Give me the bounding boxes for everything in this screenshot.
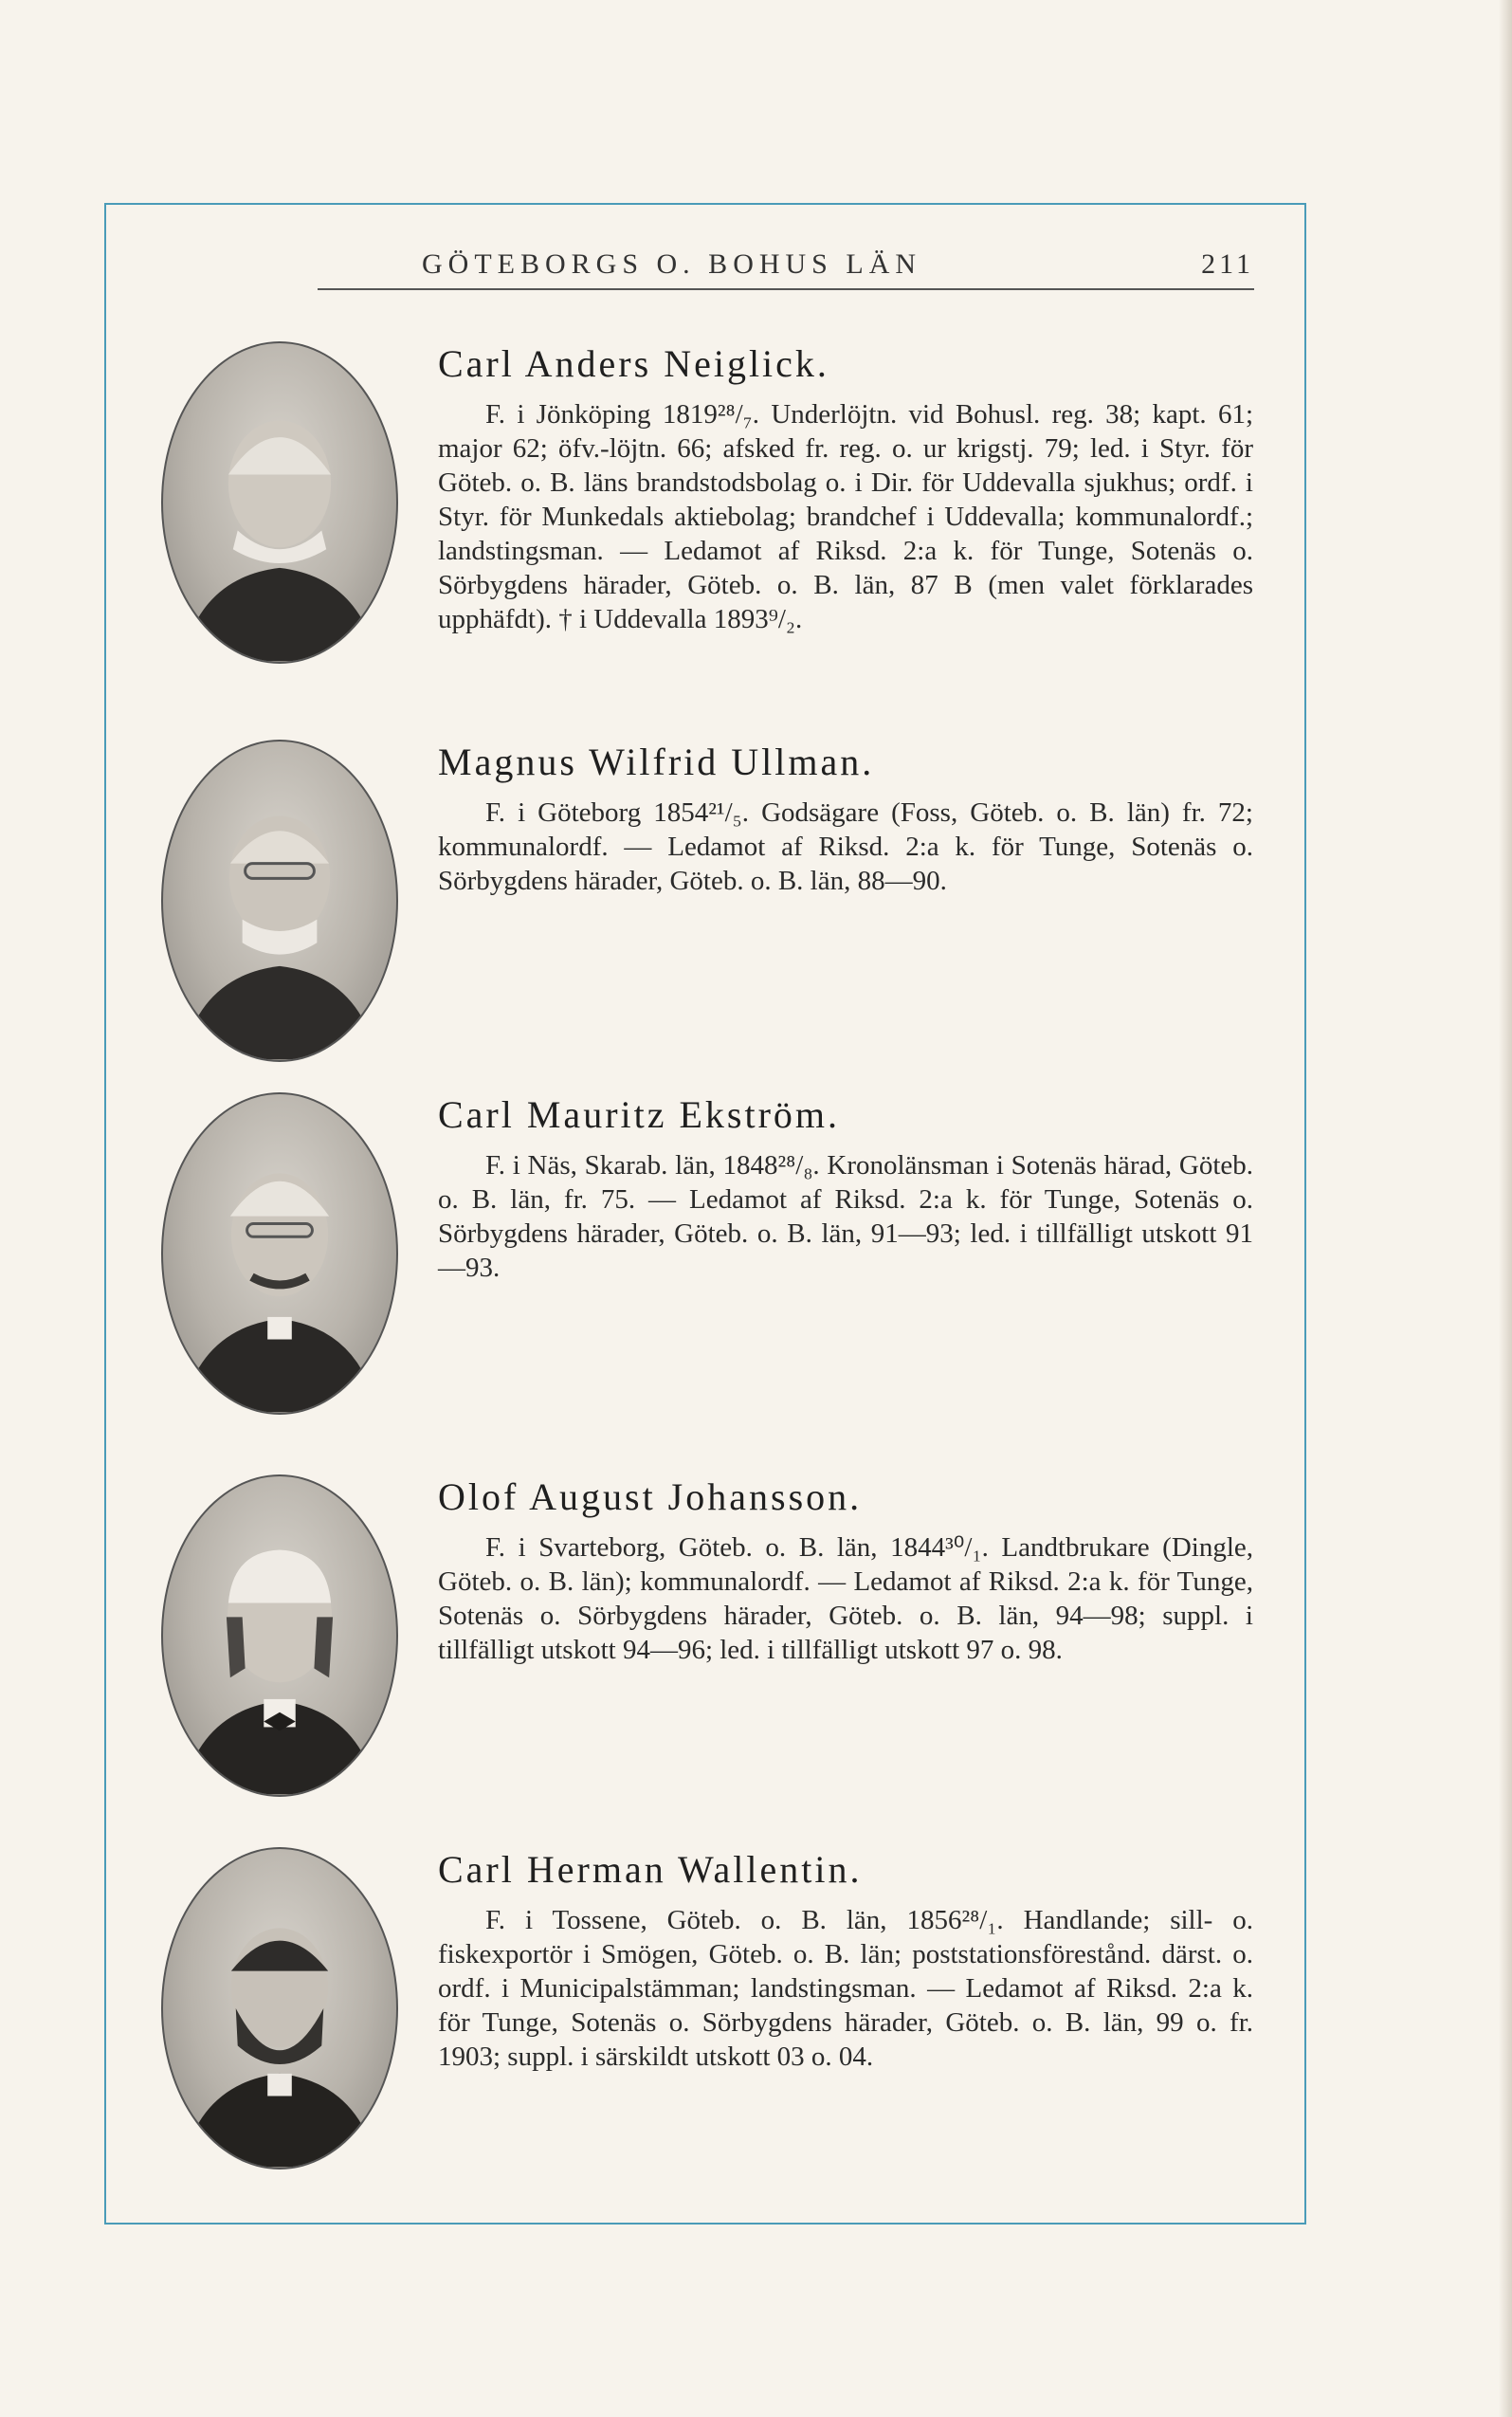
portrait-photo bbox=[161, 1092, 398, 1415]
running-header bbox=[318, 248, 1254, 290]
person-name: Magnus Wilfrid Ullman. bbox=[438, 741, 875, 783]
person-name: Olof August Johansson. bbox=[438, 1475, 863, 1518]
biography-text-block bbox=[438, 341, 1253, 636]
portrait-photo bbox=[161, 740, 398, 1062]
biography-text-block bbox=[438, 740, 1253, 898]
portrait-photo bbox=[161, 1474, 398, 1797]
biography-text: F. i Jönköping 1819²⁸/₇. Underlöjtn. vid Bohusl. reg. 38; kapt. 61; major 62; öfv.-löjtn. 66; afsked fr. reg. o. ur krigstj. 79; led. i Styr. för Göteb. o. B. läns brandstodsbolag o. i Dir. för Uddevalla sjukhus; ordf. i Styr. för Munkedals aktiebolag; brandchef i Uddevalla; kommunalordf.; landstingsman. — Ledamot af Riksd. 2:a k. för Tunge, Sotenäs o. Sörbygdens härader, Göteb. o. B. län, 87 B (men valet förklarades upphäfdt). † i Uddevalla 1893⁹/₂. bbox=[438, 399, 1253, 634]
page-edge-shadow bbox=[1499, 0, 1512, 2417]
biography-text-block bbox=[438, 1474, 1253, 1667]
biography-text: F. i Näs, Skarab. län, 1848²⁸/₈. Kronolänsman i Sotenäs härad, Göteb. o. B. län, fr. 75. — Ledamot af Riksd. 2:a k. för Tunge, Sotenäs o. Sörbygdens härader, Göteb. o. B. län, 91—93; led. i tillfälligt utskott 91—93. bbox=[438, 1150, 1253, 1283]
biography-text: F. i Tossene, Göteb. o. B. län, 1856²⁸/₁. Handlande; sill- o. fiskexportör i Smögen, Göteb. o. B. län; poststationsförestånd. därst. o. ordf. i Municipalstämman; landstingsman. — Ledamot af Riksd. 2:a k. för Tunge, Sotenäs o. Sörbygdens härader, Göteb. o. B. län, 99 o. fr. 1903; suppl. i särskildt utskott 03 o. 04. bbox=[438, 1905, 1253, 2072]
person-name: Carl Mauritz Ekström. bbox=[438, 1093, 841, 1136]
portrait-photo bbox=[161, 341, 398, 664]
person-name: Carl Anders Neiglick. bbox=[438, 342, 829, 385]
biography-text: F. i Göteborg 1854²¹/₅. Godsägare (Foss, Göteb. o. B. län) fr. 72; kommunalordf. — Ledamot af Riksd. 2:a k. för Tunge, Sotenäs o. Sörbygdens härader, Göteb. o. B. län, 88—90. bbox=[438, 797, 1253, 896]
header-title: GÖTEBORGS O. BOHUS LÄN bbox=[422, 248, 922, 280]
person-name: Carl Herman Wallentin. bbox=[438, 1848, 863, 1891]
page-number: 211 bbox=[1201, 248, 1254, 280]
portrait-photo bbox=[161, 1847, 398, 2170]
biography-text-block bbox=[438, 1092, 1253, 1285]
biography-text-block bbox=[438, 1847, 1253, 2074]
biography-text: F. i Svarteborg, Göteb. o. B. län, 1844³⁰/₁. Landtbrukare (Dingle, Göteb. o. B. län); kommunalordf. — Ledamot af Riksd. 2:a k. för Tunge, Sotenäs o. Sörbygdens härader, Göteb. o. B. län, 94—98; suppl. i tillfälligt utskott 94—96; led. i tillfälligt utskott 97 o. 98. bbox=[438, 1532, 1253, 1665]
